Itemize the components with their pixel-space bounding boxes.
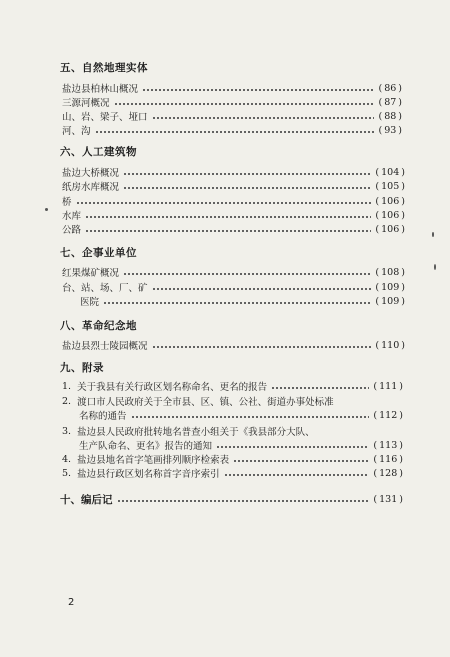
entry-page: ( 93 ) [378,124,402,136]
entry-number: 2. [62,395,72,407]
toc-entry[interactable] [80,294,405,308]
section-title-9: 九、附录 [60,362,104,374]
leader-dots [123,187,371,189]
section-title-7: 七、企事业单位 [60,247,137,259]
toc-entry[interactable] [62,123,402,137]
entry-label: 盐边县柏林山概况 [62,84,139,95]
entry-label: 医院 [80,297,100,308]
page-number: 2 [68,597,75,608]
toc-entry[interactable] [62,179,405,193]
leader-dots [76,202,372,204]
entry-label: 关于我县有关行政区划名称命名、更名的报告 [77,382,268,393]
entry-label: 台、站、场、厂、矿 [62,283,148,294]
leader-dots [271,387,369,389]
entry-label: 盐边县地名首字笔画排列顺序检索表 [77,455,230,466]
entry-label: 红果煤矿概况 [62,268,120,279]
leader-dots [152,288,372,290]
entry-label: 水库 [62,211,82,222]
toc-entry[interactable] [62,109,402,123]
toc-entry[interactable] [62,81,402,95]
entry-page: ( 113 ) [373,439,403,451]
entry-label: 三源河概况 [62,98,110,109]
leader-dots [216,446,369,448]
leader-dots [152,346,372,348]
toc-entry[interactable] [62,424,403,438]
section-title-5: 五、自然地理实体 [60,62,148,74]
section-title-8: 八、革命纪念地 [60,320,137,332]
scan-speck [45,208,48,211]
toc-entry[interactable] [62,338,405,352]
leader-dots [85,216,371,218]
leader-dots [85,230,371,232]
leader-dots [233,460,369,462]
toc-entry[interactable] [62,222,405,236]
toc-entry-continuation[interactable] [79,408,403,422]
toc-entry[interactable] [62,452,403,466]
entry-page: ( 86 ) [378,82,402,94]
scan-speck [434,264,436,270]
toc-entry-afterword[interactable] [60,492,403,506]
leader-dots [142,89,374,91]
entry-page: ( 106 ) [375,195,405,207]
toc-entry[interactable] [62,265,405,279]
entry-label: 纸房水库概况 [62,182,120,193]
entry-number: 3. [62,425,72,437]
entry-page: ( 87 ) [378,96,402,108]
entry-label: 公路 [62,225,82,236]
entry-label: 河、沟 [62,126,91,137]
entry-page: ( 110 ) [375,339,405,351]
entry-page: ( 108 ) [375,266,405,278]
leader-dots [117,500,370,502]
toc-entry[interactable] [62,165,405,179]
section-title-6: 六、人工建筑物 [60,146,137,158]
scan-speck [432,232,434,237]
toc-entry[interactable] [62,394,403,408]
leader-dots [152,117,375,119]
entry-page: ( 105 ) [375,180,405,192]
entry-number: 5. [62,467,72,479]
entry-page: ( 106 ) [375,209,405,221]
section-title-10: 十、编后记 [60,493,113,506]
entry-page: ( 131 ) [373,493,403,505]
leader-dots [123,173,371,175]
entry-page: ( 106 ) [375,223,405,235]
toc-entry[interactable] [62,466,403,480]
entry-number: 1. [62,380,72,392]
entry-label: 盐边县行政区划名称首字音序索引 [77,469,220,480]
entry-page: ( 112 ) [373,409,403,421]
entry-label: 桥 [62,197,72,208]
entry-page: ( 88 ) [378,110,402,122]
toc-entry[interactable] [62,194,405,208]
toc-entry[interactable] [62,208,405,222]
entry-number: 4. [62,453,72,465]
entry-page: ( 128 ) [373,467,403,479]
entry-label: 盐边大桥概况 [62,168,120,179]
toc-entry[interactable] [62,280,405,294]
toc-entry[interactable] [62,95,402,109]
entry-page: ( 109 ) [375,295,405,307]
entry-page: ( 111 ) [373,380,403,392]
entry-label: 山、岩、梁子、垭口 [62,112,148,123]
entry-page: ( 109 ) [375,281,405,293]
toc-entry[interactable] [62,379,403,393]
entry-page: ( 104 ) [375,166,405,178]
entry-label-continuation: 生产队命名、更名》报告的通知 [79,441,213,452]
leader-dots [114,103,375,105]
leader-dots [123,273,371,275]
entry-label: 盐边县烈士陵园概况 [62,341,148,352]
leader-dots [131,416,370,418]
leader-dots [224,474,370,476]
toc-entry-continuation[interactable] [79,438,403,452]
entry-label: 渡口市人民政府关于全市县、区、镇、公社、街道办事处标准 [77,397,334,408]
leader-dots [95,131,375,133]
leader-dots [103,302,371,304]
entry-page: ( 116 ) [373,453,403,465]
entry-label: 盐边县人民政府批转地名普查小组关于《我县部分大队、 [77,427,315,438]
entry-label-continuation: 名称的通告 [79,411,127,422]
